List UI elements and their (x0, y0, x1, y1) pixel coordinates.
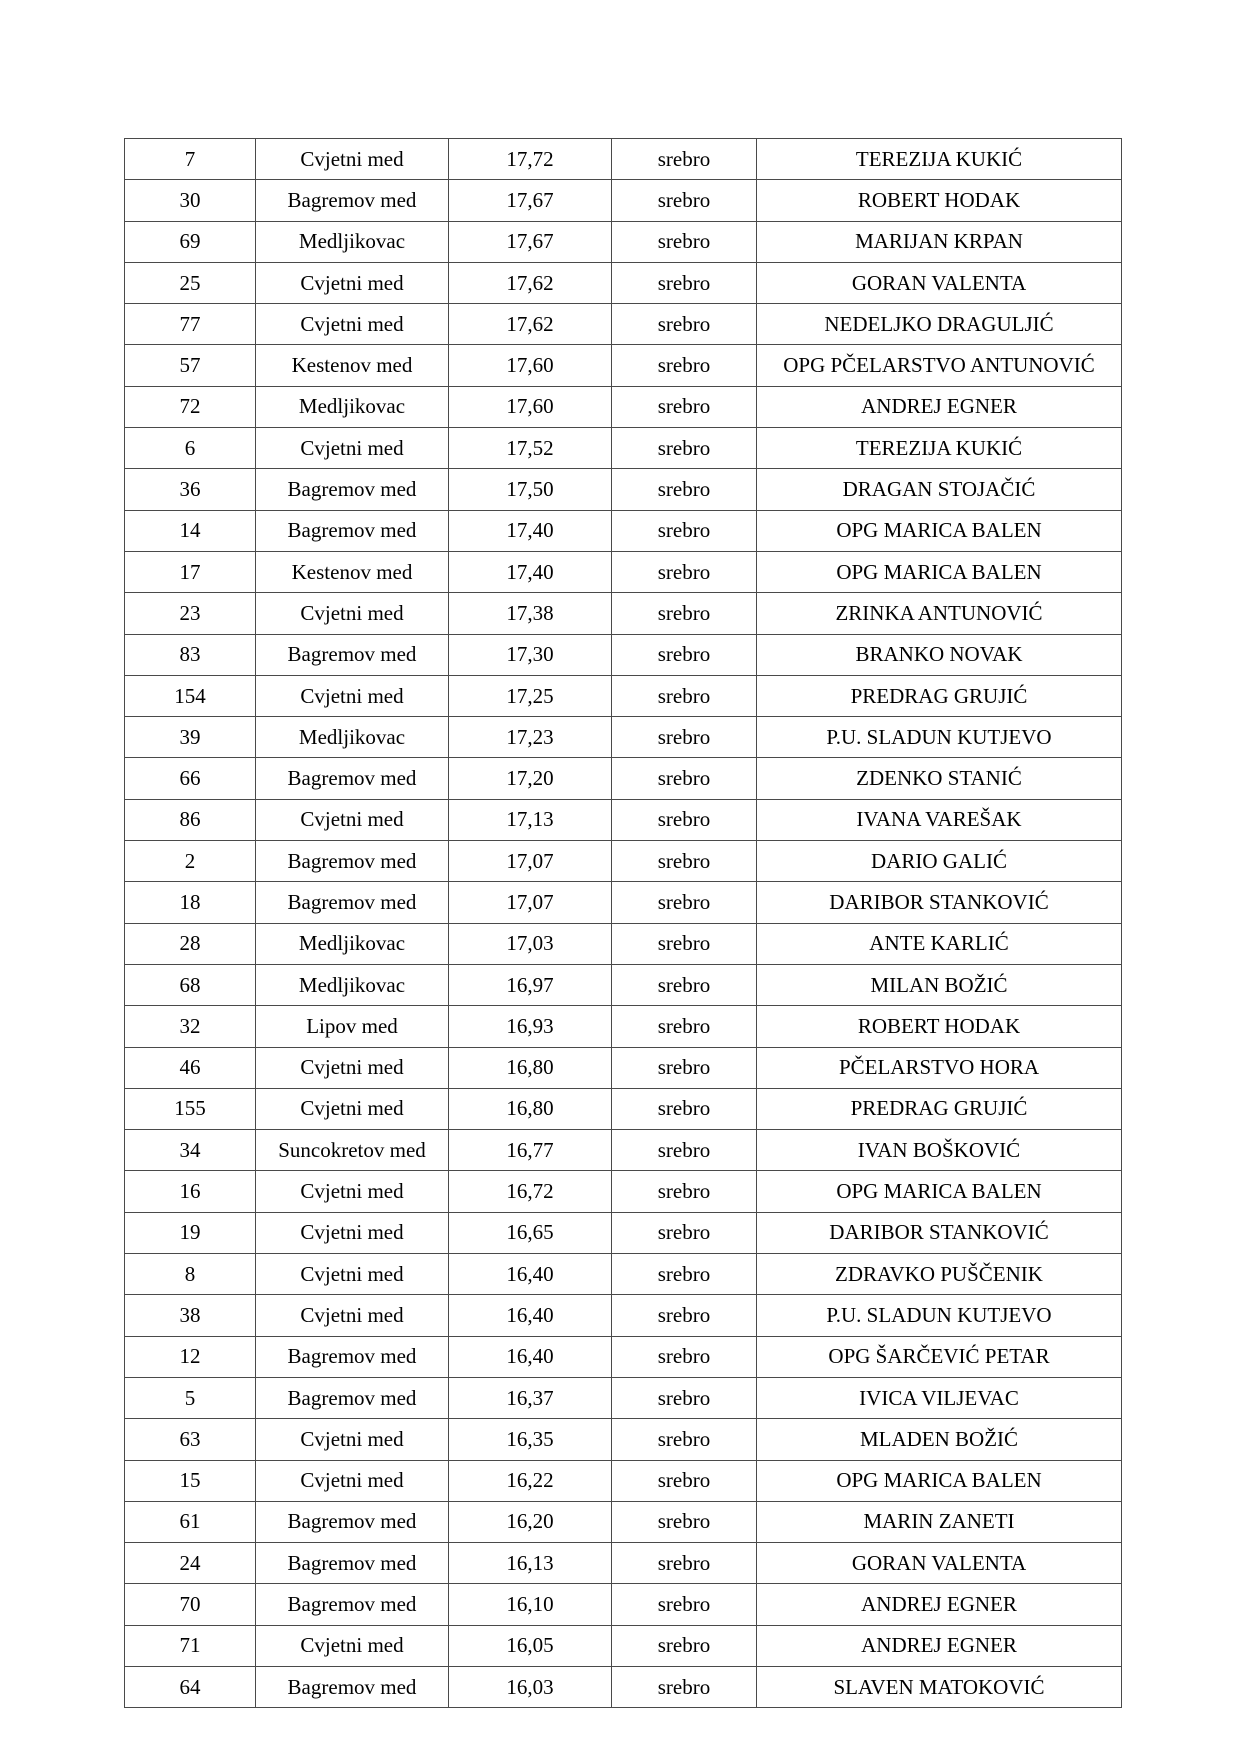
table-row (125, 139, 1122, 180)
table-row (125, 1501, 1122, 1542)
score-cell: 16,35 (449, 1419, 612, 1460)
score-cell: 17,72 (449, 139, 612, 180)
honey-type-cell: Cvjetni med (256, 1047, 449, 1088)
table-row (125, 180, 1122, 221)
results-table (124, 138, 1122, 1708)
medal-cell: srebro (612, 1212, 757, 1253)
score-cell: 17,20 (449, 758, 612, 799)
beekeeper-name-cell: GORAN VALENTA (757, 1543, 1122, 1584)
score-cell: 16,40 (449, 1254, 612, 1295)
table-row (125, 1419, 1122, 1460)
medal-cell: srebro (612, 882, 757, 923)
entry-number-cell: 77 (125, 304, 256, 345)
beekeeper-name-cell: P.U. SLADUN KUTJEVO (757, 1295, 1122, 1336)
medal-cell: srebro (612, 1377, 757, 1418)
beekeeper-name-cell: ZDENKO STANIĆ (757, 758, 1122, 799)
score-cell: 17,50 (449, 469, 612, 510)
beekeeper-name-cell: BRANKO NOVAK (757, 634, 1122, 675)
entry-number-cell: 72 (125, 386, 256, 427)
score-cell: 17,60 (449, 386, 612, 427)
beekeeper-name-cell: ANDREJ EGNER (757, 1625, 1122, 1666)
honey-type-cell: Bagremov med (256, 1336, 449, 1377)
entry-number-cell: 71 (125, 1625, 256, 1666)
honey-type-cell: Cvjetni med (256, 675, 449, 716)
table-row (125, 799, 1122, 840)
entry-number-cell: 30 (125, 180, 256, 221)
table-row (125, 675, 1122, 716)
table-row (125, 593, 1122, 634)
score-cell: 17,62 (449, 262, 612, 303)
entry-number-cell: 8 (125, 1254, 256, 1295)
score-cell: 17,40 (449, 510, 612, 551)
honey-type-cell: Cvjetni med (256, 1254, 449, 1295)
medal-cell: srebro (612, 1584, 757, 1625)
beekeeper-name-cell: ANDREJ EGNER (757, 1584, 1122, 1625)
table-row (125, 1171, 1122, 1212)
score-cell: 17,30 (449, 634, 612, 675)
honey-type-cell: Medljikovac (256, 717, 449, 758)
table-row (125, 262, 1122, 303)
honey-type-cell: Cvjetni med (256, 1171, 449, 1212)
entry-number-cell: 5 (125, 1377, 256, 1418)
table-row (125, 1336, 1122, 1377)
beekeeper-name-cell: DARIBOR STANKOVIĆ (757, 1212, 1122, 1253)
honey-type-cell: Bagremov med (256, 1543, 449, 1584)
score-cell: 16,05 (449, 1625, 612, 1666)
beekeeper-name-cell: PREDRAG GRUJIĆ (757, 675, 1122, 716)
honey-type-cell: Bagremov med (256, 1501, 449, 1542)
score-cell: 16,37 (449, 1377, 612, 1418)
table-row (125, 345, 1122, 386)
medal-cell: srebro (612, 345, 757, 386)
table-row (125, 1254, 1122, 1295)
medal-cell: srebro (612, 1501, 757, 1542)
score-cell: 17,23 (449, 717, 612, 758)
honey-type-cell: Medljikovac (256, 221, 449, 262)
beekeeper-name-cell: GORAN VALENTA (757, 262, 1122, 303)
beekeeper-name-cell: SLAVEN MATOKOVIĆ (757, 1666, 1122, 1707)
entry-number-cell: 63 (125, 1419, 256, 1460)
entry-number-cell: 38 (125, 1295, 256, 1336)
score-cell: 16,40 (449, 1336, 612, 1377)
medal-cell: srebro (612, 1625, 757, 1666)
entry-number-cell: 155 (125, 1088, 256, 1129)
table-row (125, 1130, 1122, 1171)
entry-number-cell: 32 (125, 1006, 256, 1047)
honey-type-cell: Lipov med (256, 1006, 449, 1047)
beekeeper-name-cell: IVANA VAREŠAK (757, 799, 1122, 840)
score-cell: 16,20 (449, 1501, 612, 1542)
medal-cell: srebro (612, 1460, 757, 1501)
table-row (125, 1295, 1122, 1336)
medal-cell: srebro (612, 304, 757, 345)
medal-cell: srebro (612, 1047, 757, 1088)
beekeeper-name-cell: DARIBOR STANKOVIĆ (757, 882, 1122, 923)
table-row (125, 386, 1122, 427)
beekeeper-name-cell: DARIO GALIĆ (757, 841, 1122, 882)
entry-number-cell: 7 (125, 139, 256, 180)
honey-type-cell: Cvjetni med (256, 1419, 449, 1460)
entry-number-cell: 6 (125, 428, 256, 469)
score-cell: 16,10 (449, 1584, 612, 1625)
table-row (125, 428, 1122, 469)
entry-number-cell: 23 (125, 593, 256, 634)
results-table-body (125, 139, 1122, 1708)
entry-number-cell: 28 (125, 923, 256, 964)
table-row (125, 1666, 1122, 1707)
entry-number-cell: 46 (125, 1047, 256, 1088)
honey-type-cell: Bagremov med (256, 882, 449, 923)
beekeeper-name-cell: TEREZIJA KUKIĆ (757, 139, 1122, 180)
beekeeper-name-cell: OPG MARICA BALEN (757, 551, 1122, 592)
table-row (125, 882, 1122, 923)
honey-type-cell: Medljikovac (256, 923, 449, 964)
beekeeper-name-cell: ROBERT HODAK (757, 1006, 1122, 1047)
beekeeper-name-cell: MARIN ZANETI (757, 1501, 1122, 1542)
medal-cell: srebro (612, 1088, 757, 1129)
table-row (125, 469, 1122, 510)
beekeeper-name-cell: ROBERT HODAK (757, 180, 1122, 221)
medal-cell: srebro (612, 1419, 757, 1460)
score-cell: 17,13 (449, 799, 612, 840)
honey-type-cell: Cvjetni med (256, 139, 449, 180)
medal-cell: srebro (612, 1130, 757, 1171)
medal-cell: srebro (612, 221, 757, 262)
beekeeper-name-cell: ANDREJ EGNER (757, 386, 1122, 427)
honey-type-cell: Cvjetni med (256, 1625, 449, 1666)
honey-type-cell: Kestenov med (256, 551, 449, 592)
table-row (125, 841, 1122, 882)
beekeeper-name-cell: OPG MARICA BALEN (757, 1460, 1122, 1501)
medal-cell: srebro (612, 634, 757, 675)
medal-cell: srebro (612, 758, 757, 799)
table-row (125, 964, 1122, 1005)
table-row (125, 304, 1122, 345)
medal-cell: srebro (612, 923, 757, 964)
honey-type-cell: Kestenov med (256, 345, 449, 386)
beekeeper-name-cell: OPG PČELARSTVO ANTUNOVIĆ (757, 345, 1122, 386)
entry-number-cell: 86 (125, 799, 256, 840)
medal-cell: srebro (612, 262, 757, 303)
table-row (125, 1006, 1122, 1047)
score-cell: 17,67 (449, 180, 612, 221)
honey-type-cell: Medljikovac (256, 964, 449, 1005)
honey-type-cell: Bagremov med (256, 180, 449, 221)
score-cell: 16,40 (449, 1295, 612, 1336)
beekeeper-name-cell: OPG MARICA BALEN (757, 510, 1122, 551)
entry-number-cell: 25 (125, 262, 256, 303)
entry-number-cell: 66 (125, 758, 256, 799)
medal-cell: srebro (612, 1666, 757, 1707)
entry-number-cell: 154 (125, 675, 256, 716)
medal-cell: srebro (612, 428, 757, 469)
entry-number-cell: 70 (125, 1584, 256, 1625)
beekeeper-name-cell: ZDRAVKO PUŠČENIK (757, 1254, 1122, 1295)
honey-type-cell: Bagremov med (256, 1377, 449, 1418)
score-cell: 17,25 (449, 675, 612, 716)
table-row (125, 634, 1122, 675)
beekeeper-name-cell: P.U. SLADUN KUTJEVO (757, 717, 1122, 758)
score-cell: 16,97 (449, 964, 612, 1005)
score-cell: 17,38 (449, 593, 612, 634)
entry-number-cell: 61 (125, 1501, 256, 1542)
medal-cell: srebro (612, 1336, 757, 1377)
entry-number-cell: 2 (125, 841, 256, 882)
entry-number-cell: 36 (125, 469, 256, 510)
medal-cell: srebro (612, 1171, 757, 1212)
beekeeper-name-cell: OPG ŠARČEVIĆ PETAR (757, 1336, 1122, 1377)
score-cell: 16,93 (449, 1006, 612, 1047)
table-row (125, 551, 1122, 592)
honey-type-cell: Cvjetni med (256, 1460, 449, 1501)
honey-type-cell: Bagremov med (256, 1666, 449, 1707)
medal-cell: srebro (612, 139, 757, 180)
score-cell: 16,13 (449, 1543, 612, 1584)
medal-cell: srebro (612, 551, 757, 592)
table-row (125, 1584, 1122, 1625)
score-cell: 16,72 (449, 1171, 612, 1212)
medal-cell: srebro (612, 1006, 757, 1047)
score-cell: 17,03 (449, 923, 612, 964)
medal-cell: srebro (612, 799, 757, 840)
score-cell: 17,62 (449, 304, 612, 345)
medal-cell: srebro (612, 180, 757, 221)
honey-type-cell: Medljikovac (256, 386, 449, 427)
honey-type-cell: Cvjetni med (256, 799, 449, 840)
score-cell: 16,77 (449, 1130, 612, 1171)
beekeeper-name-cell: DRAGAN STOJAČIĆ (757, 469, 1122, 510)
table-row (125, 1625, 1122, 1666)
beekeeper-name-cell: IVAN BOŠKOVIĆ (757, 1130, 1122, 1171)
medal-cell: srebro (612, 469, 757, 510)
entry-number-cell: 12 (125, 1336, 256, 1377)
honey-type-cell: Cvjetni med (256, 1088, 449, 1129)
entry-number-cell: 16 (125, 1171, 256, 1212)
score-cell: 17,67 (449, 221, 612, 262)
honey-type-cell: Bagremov med (256, 634, 449, 675)
honey-type-cell: Bagremov med (256, 510, 449, 551)
score-cell: 16,03 (449, 1666, 612, 1707)
honey-type-cell: Cvjetni med (256, 262, 449, 303)
entry-number-cell: 34 (125, 1130, 256, 1171)
beekeeper-name-cell: MARIJAN KRPAN (757, 221, 1122, 262)
table-row (125, 1088, 1122, 1129)
table-row (125, 923, 1122, 964)
honey-type-cell: Bagremov med (256, 841, 449, 882)
honey-type-cell: Bagremov med (256, 469, 449, 510)
beekeeper-name-cell: MLADEN BOŽIĆ (757, 1419, 1122, 1460)
table-row (125, 1460, 1122, 1501)
honey-type-cell: Cvjetni med (256, 1295, 449, 1336)
entry-number-cell: 15 (125, 1460, 256, 1501)
table-row (125, 1377, 1122, 1418)
table-row (125, 1543, 1122, 1584)
beekeeper-name-cell: TEREZIJA KUKIĆ (757, 428, 1122, 469)
honey-type-cell: Bagremov med (256, 758, 449, 799)
table-row (125, 510, 1122, 551)
entry-number-cell: 19 (125, 1212, 256, 1253)
medal-cell: srebro (612, 386, 757, 427)
entry-number-cell: 64 (125, 1666, 256, 1707)
entry-number-cell: 39 (125, 717, 256, 758)
entry-number-cell: 24 (125, 1543, 256, 1584)
medal-cell: srebro (612, 593, 757, 634)
beekeeper-name-cell: NEDELJKO DRAGULJIĆ (757, 304, 1122, 345)
beekeeper-name-cell: IVICA VILJEVAC (757, 1377, 1122, 1418)
honey-type-cell: Cvjetni med (256, 428, 449, 469)
entry-number-cell: 18 (125, 882, 256, 923)
score-cell: 16,80 (449, 1088, 612, 1129)
medal-cell: srebro (612, 964, 757, 1005)
table-row (125, 717, 1122, 758)
medal-cell: srebro (612, 1295, 757, 1336)
entry-number-cell: 17 (125, 551, 256, 592)
honey-type-cell: Cvjetni med (256, 593, 449, 634)
entry-number-cell: 57 (125, 345, 256, 386)
beekeeper-name-cell: ZRINKA ANTUNOVIĆ (757, 593, 1122, 634)
score-cell: 17,40 (449, 551, 612, 592)
entry-number-cell: 14 (125, 510, 256, 551)
medal-cell: srebro (612, 841, 757, 882)
medal-cell: srebro (612, 675, 757, 716)
score-cell: 17,07 (449, 882, 612, 923)
beekeeper-name-cell: MILAN BOŽIĆ (757, 964, 1122, 1005)
entry-number-cell: 83 (125, 634, 256, 675)
score-cell: 16,22 (449, 1460, 612, 1501)
score-cell: 17,52 (449, 428, 612, 469)
honey-type-cell: Bagremov med (256, 1584, 449, 1625)
entry-number-cell: 69 (125, 221, 256, 262)
table-row (125, 758, 1122, 799)
medal-cell: srebro (612, 717, 757, 758)
medal-cell: srebro (612, 510, 757, 551)
score-cell: 16,65 (449, 1212, 612, 1253)
score-cell: 16,80 (449, 1047, 612, 1088)
honey-type-cell: Suncokretov med (256, 1130, 449, 1171)
medal-cell: srebro (612, 1254, 757, 1295)
table-row (125, 221, 1122, 262)
medal-cell: srebro (612, 1543, 757, 1584)
honey-type-cell: Cvjetni med (256, 304, 449, 345)
table-row (125, 1047, 1122, 1088)
honey-type-cell: Cvjetni med (256, 1212, 449, 1253)
beekeeper-name-cell: ANTE KARLIĆ (757, 923, 1122, 964)
table-row (125, 1212, 1122, 1253)
entry-number-cell: 68 (125, 964, 256, 1005)
beekeeper-name-cell: OPG MARICA BALEN (757, 1171, 1122, 1212)
score-cell: 17,60 (449, 345, 612, 386)
score-cell: 17,07 (449, 841, 612, 882)
beekeeper-name-cell: PREDRAG GRUJIĆ (757, 1088, 1122, 1129)
beekeeper-name-cell: PČELARSTVO HORA (757, 1047, 1122, 1088)
